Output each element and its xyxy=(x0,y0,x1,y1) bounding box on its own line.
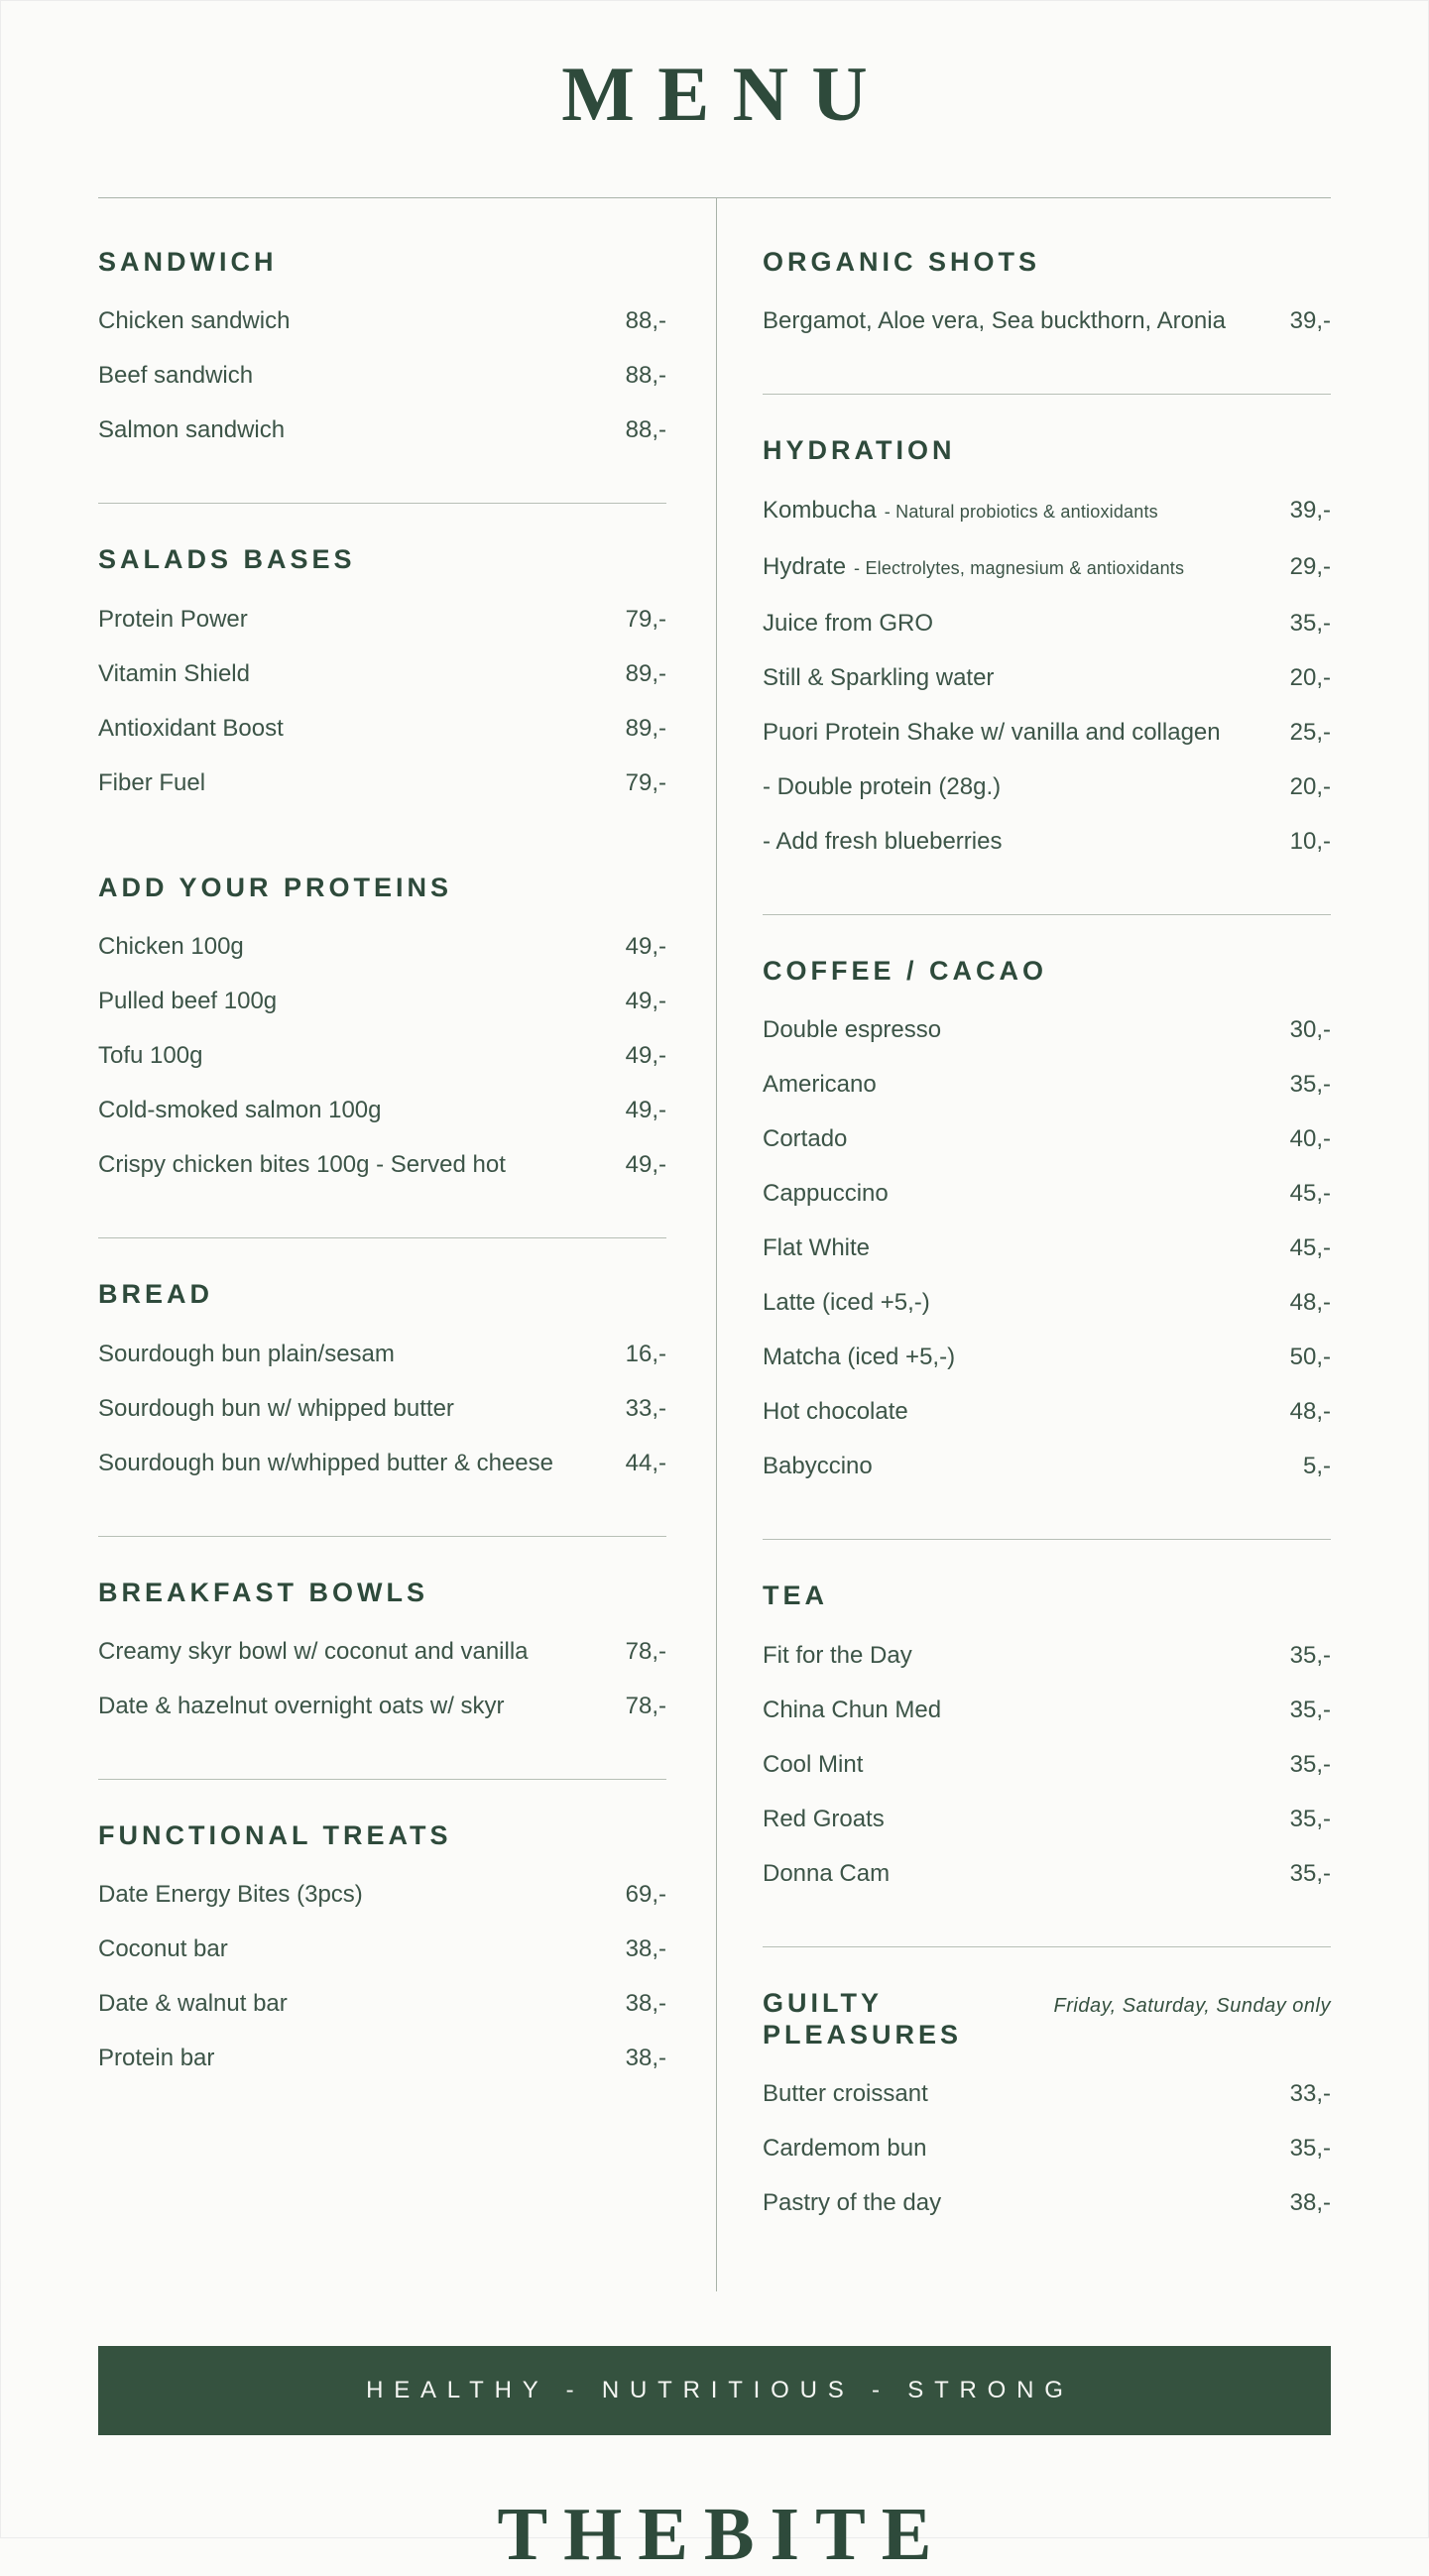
item-name-text: Protein Power xyxy=(98,605,248,633)
item-name-text: Flat White xyxy=(763,1234,871,1262)
item-name xyxy=(98,1395,454,1422)
item-price: 88,- xyxy=(625,307,666,335)
menu-section xyxy=(763,246,1331,395)
item-price: 30,- xyxy=(1289,1016,1331,1044)
menu-section xyxy=(763,955,1331,1540)
item-price: 79,- xyxy=(625,605,666,633)
item-name-text: Date & walnut bar xyxy=(98,1990,288,2018)
item-name-text: Sourdough bun w/whipped butter & cheese xyxy=(98,1449,553,1476)
item-price: 35,- xyxy=(1289,1696,1331,1723)
item-name-text: Cool Mint xyxy=(763,1750,864,1778)
item-name xyxy=(98,1042,202,1069)
item-name-text: Creamy skyr bowl w/ coconut and vanilla xyxy=(98,1637,529,1665)
menu-section xyxy=(763,1580,1331,1946)
menu-item-row xyxy=(98,974,666,1028)
item-name xyxy=(763,1398,908,1425)
item-price: 45,- xyxy=(1289,1180,1331,1208)
item-price: 48,- xyxy=(1289,1289,1331,1317)
item-name xyxy=(763,1071,877,1098)
item-price: 44,- xyxy=(625,1449,666,1476)
item-price: 35,- xyxy=(1289,1071,1331,1099)
menu-item-row xyxy=(763,760,1331,814)
item-name-text: Puori Protein Shake w/ vanilla and collagen xyxy=(763,718,1221,746)
menu-item-row xyxy=(98,1028,666,1083)
section-heading: ADD YOUR PROTEINS xyxy=(98,872,453,902)
section-items xyxy=(98,1624,666,1733)
menu-item-row xyxy=(763,1439,1331,1493)
item-name-text: Sourdough bun w/ whipped butter xyxy=(98,1394,454,1422)
item-name-text: Matcha (iced +5,-) xyxy=(763,1344,956,1371)
item-price: 88,- xyxy=(625,362,666,390)
brand-logo: THEBITE xyxy=(497,2493,948,2576)
menu-item-row xyxy=(98,1137,666,1192)
item-price: 35,- xyxy=(1289,1859,1331,1887)
item-name xyxy=(98,1693,505,1719)
section-heading: COFFEE / CACAO xyxy=(763,955,1048,986)
section-heading-row xyxy=(98,543,666,575)
section-heading-row xyxy=(98,1278,666,1310)
section-items xyxy=(98,293,666,457)
item-name xyxy=(98,1935,228,1962)
menu-item-row xyxy=(763,539,1331,596)
item-price: 49,- xyxy=(625,1097,666,1124)
item-name-text: Beef sandwich xyxy=(98,362,254,390)
item-price: 89,- xyxy=(625,659,666,687)
section-heading: TEA xyxy=(763,1581,828,1611)
item-name xyxy=(763,1344,955,1370)
item-price: 35,- xyxy=(1289,1641,1331,1669)
footer-tagline: HEALTHY - NUTRITIOUS - STRONG xyxy=(366,2377,1074,2404)
menu-item-row xyxy=(98,1976,666,2031)
item-price: 35,- xyxy=(1289,1805,1331,1832)
item-price: 45,- xyxy=(1289,1234,1331,1262)
item-name xyxy=(98,1341,395,1367)
section-heading: HYDRATION xyxy=(763,435,956,466)
item-price: 39,- xyxy=(1289,307,1331,335)
item-price: 38,- xyxy=(625,1990,666,2018)
item-name-text: China Chun Med xyxy=(763,1696,942,1723)
section-divider xyxy=(98,1536,666,1537)
item-name-text: Cappuccino xyxy=(763,1180,889,1208)
item-name-text: - Double protein (28g.) xyxy=(763,772,1002,800)
section-heading-row xyxy=(98,1819,666,1851)
item-name xyxy=(98,715,284,742)
menu-item-row xyxy=(98,756,666,810)
item-name-text: Sourdough bun plain/sesam xyxy=(98,1340,395,1367)
item-price: 49,- xyxy=(625,1151,666,1179)
item-name-text: Pulled beef 100g xyxy=(98,988,278,1015)
item-name xyxy=(763,773,1001,800)
section-items xyxy=(98,919,666,1192)
menu-section xyxy=(763,434,1331,914)
section-divider xyxy=(763,1539,1331,1540)
item-price: 20,- xyxy=(1289,663,1331,691)
item-name-text: Red Groats xyxy=(763,1805,885,1832)
item-name xyxy=(763,1180,889,1207)
item-name xyxy=(98,416,285,443)
section-heading-row xyxy=(763,955,1331,987)
item-price: 38,- xyxy=(625,2045,666,2072)
item-price: 10,- xyxy=(1289,827,1331,855)
menu-item-row xyxy=(763,2066,1331,2121)
section-heading: FUNCTIONAL TREATS xyxy=(98,1819,452,1850)
item-price: 33,- xyxy=(1289,2080,1331,2108)
item-name-text: Coconut bar xyxy=(98,1935,228,1963)
item-price: 35,- xyxy=(1289,2135,1331,2163)
item-name-text: Butter croissant xyxy=(763,2080,928,2108)
section-divider xyxy=(763,1946,1331,1947)
section-items xyxy=(763,1002,1331,1493)
item-price: 35,- xyxy=(1289,609,1331,637)
item-name xyxy=(98,1097,381,1123)
item-name-text: Chicken sandwich xyxy=(98,307,291,335)
item-name xyxy=(763,610,933,637)
item-name xyxy=(763,1642,912,1669)
menu-item-row xyxy=(763,1330,1331,1384)
item-name xyxy=(98,660,250,687)
item-price: 78,- xyxy=(625,1692,666,1719)
item-name xyxy=(763,1125,847,1152)
item-name-text: Protein bar xyxy=(98,2045,215,2072)
menu-item-row xyxy=(98,1083,666,1137)
section-heading-row xyxy=(763,246,1331,278)
section-divider xyxy=(763,394,1331,395)
item-price: 25,- xyxy=(1289,718,1331,746)
item-name xyxy=(98,1151,506,1178)
menu-item-row xyxy=(763,483,1331,539)
menu-item-row xyxy=(763,2175,1331,2230)
item-name-text: Americano xyxy=(763,1071,877,1099)
menu-item-row xyxy=(763,705,1331,760)
item-name xyxy=(98,988,277,1014)
item-name xyxy=(763,1289,930,1316)
item-name-text: Babyccino xyxy=(763,1453,873,1480)
menu-item-row xyxy=(763,1057,1331,1112)
item-price: 88,- xyxy=(625,416,666,444)
menu-section xyxy=(98,1577,666,1780)
menu-item-row xyxy=(763,814,1331,869)
menu-item-row xyxy=(98,1679,666,1733)
menu-item-row xyxy=(98,1624,666,1679)
menu-item-row xyxy=(763,1002,1331,1057)
item-name xyxy=(763,497,1158,526)
item-name-text: Tofu 100g xyxy=(98,1042,203,1070)
item-price: 39,- xyxy=(1289,496,1331,524)
menu-item-row xyxy=(98,919,666,974)
menu-item-row xyxy=(763,1737,1331,1792)
item-name-text: Fiber Fuel xyxy=(98,768,206,796)
menu-item-row xyxy=(98,2031,666,2085)
section-heading-row xyxy=(98,246,666,278)
menu-item-row xyxy=(763,1846,1331,1901)
menu-section xyxy=(98,1278,666,1536)
item-name-text: Pastry of the day xyxy=(763,2189,942,2217)
menu-item-row xyxy=(98,293,666,348)
item-price: 79,- xyxy=(625,768,666,796)
section-items xyxy=(763,2066,1331,2230)
item-name xyxy=(763,828,1002,855)
menu-item-row xyxy=(763,1221,1331,1275)
item-name-text: Still & Sparkling water xyxy=(763,663,995,691)
item-name-text: Salmon sandwich xyxy=(98,416,286,444)
menu-item-row xyxy=(763,2121,1331,2175)
item-name-text: Donna Cam xyxy=(763,1859,891,1887)
menu-item-row xyxy=(763,1166,1331,1221)
item-name xyxy=(763,1697,941,1723)
item-price: 35,- xyxy=(1289,1750,1331,1778)
item-name xyxy=(98,307,290,334)
item-name xyxy=(763,1806,885,1832)
menu-item-row xyxy=(763,1628,1331,1683)
menu-section xyxy=(98,1819,666,2085)
item-price: 49,- xyxy=(625,988,666,1015)
item-name xyxy=(763,2080,928,2107)
item-price: 29,- xyxy=(1289,552,1331,580)
menu-item-row xyxy=(763,1683,1331,1737)
item-price: 50,- xyxy=(1289,1344,1331,1371)
section-items xyxy=(98,1867,666,2085)
section-heading: SALADS BASES xyxy=(98,544,356,575)
menu-item-row xyxy=(763,1384,1331,1439)
item-price: 49,- xyxy=(625,933,666,961)
menu-section xyxy=(98,543,666,809)
left-column xyxy=(98,198,716,2291)
item-name xyxy=(98,362,253,389)
item-name xyxy=(98,1450,553,1476)
item-name xyxy=(98,769,205,796)
item-name xyxy=(763,307,1226,334)
item-name xyxy=(763,1234,870,1261)
item-name xyxy=(98,1638,529,1665)
menu-item-row xyxy=(98,348,666,403)
section-divider xyxy=(98,503,666,504)
item-price: 38,- xyxy=(1289,2189,1331,2217)
item-name xyxy=(98,1990,288,2017)
item-name-text: Chicken 100g xyxy=(98,933,244,961)
menu-item-row xyxy=(763,596,1331,650)
section-heading-row xyxy=(763,434,1331,466)
menu-section xyxy=(763,1987,1331,2231)
item-name-text: - Add fresh blueberries xyxy=(763,827,1003,855)
item-name-text: Latte (iced +5,-) xyxy=(763,1289,930,1317)
menu-item-row xyxy=(98,1922,666,1976)
item-price: 20,- xyxy=(1289,772,1331,800)
item-price: 48,- xyxy=(1289,1398,1331,1426)
right-column xyxy=(717,198,1331,2291)
section-divider xyxy=(98,1779,666,1780)
item-name xyxy=(763,664,994,691)
section-items xyxy=(763,1628,1331,1901)
menu-section xyxy=(98,246,666,504)
section-heading: BREAKFAST BOWLS xyxy=(98,1577,428,1607)
item-name xyxy=(98,1881,363,1908)
menu-item-row xyxy=(98,1867,666,1922)
item-name-text: Juice from GRO xyxy=(763,609,934,637)
item-name xyxy=(763,719,1221,746)
menu-item-row xyxy=(763,1112,1331,1166)
menu-item-row xyxy=(98,646,666,701)
menu-item-row xyxy=(98,1436,666,1490)
item-name-text: Cardemom bun xyxy=(763,2135,927,2163)
menu-item-row xyxy=(763,1792,1331,1846)
menu-item-row xyxy=(98,403,666,457)
item-name xyxy=(763,1751,863,1778)
section-heading: SANDWICH xyxy=(98,247,278,278)
item-name-text: Crispy chicken bites 100g - Served hot xyxy=(98,1151,506,1179)
menu-item-row xyxy=(98,592,666,646)
item-price: 16,- xyxy=(625,1340,666,1367)
section-note: Friday, Saturday, Sunday only xyxy=(1053,1994,1331,2017)
item-desc: - Electrolytes, magnesium & antioxidants xyxy=(854,557,1185,578)
section-items xyxy=(98,592,666,810)
item-name-text: Bergamot, Aloe vera, Sea buckthorn, Aronia xyxy=(763,307,1226,335)
item-name-text: Kombucha xyxy=(763,496,877,524)
item-price: 49,- xyxy=(625,1042,666,1070)
item-price: 5,- xyxy=(1302,1453,1331,1480)
menu-item-row xyxy=(98,1381,666,1436)
item-desc: - Natural probiotics & antioxidants xyxy=(884,501,1158,522)
section-heading-row xyxy=(98,872,666,903)
item-price: 40,- xyxy=(1289,1125,1331,1153)
item-name-text: Vitamin Shield xyxy=(98,659,250,687)
menu-item-row xyxy=(763,650,1331,705)
item-name xyxy=(763,2189,941,2216)
menu-columns xyxy=(98,198,1331,2346)
section-divider xyxy=(98,1237,666,1238)
section-heading-row xyxy=(98,1577,666,1608)
item-name-text: Cold-smoked salmon 100g xyxy=(98,1097,382,1124)
item-name xyxy=(763,1016,941,1043)
item-name-text: Fit for the Day xyxy=(763,1641,912,1669)
menu-section xyxy=(98,872,666,1238)
item-name-text: Hydrate xyxy=(763,552,847,580)
section-items xyxy=(763,483,1331,869)
item-price: 89,- xyxy=(625,714,666,742)
item-name-text: Double espresso xyxy=(763,1016,942,1044)
footer-banner xyxy=(98,2346,1331,2435)
item-name xyxy=(98,2045,214,2071)
page-title: MENU xyxy=(561,51,892,137)
menu-item-row xyxy=(98,701,666,756)
section-divider xyxy=(763,914,1331,915)
section-heading: ORGANIC SHOTS xyxy=(763,247,1041,278)
item-name-text: Date Energy Bites (3pcs) xyxy=(98,1881,363,1909)
menu-item-row xyxy=(98,1327,666,1381)
item-name xyxy=(763,1453,873,1479)
item-name-text: Antioxidant Boost xyxy=(98,714,284,742)
item-name xyxy=(763,2135,926,2162)
item-price: 69,- xyxy=(625,1881,666,1909)
item-price: 78,- xyxy=(625,1637,666,1665)
section-heading: GUILTY PLEASURES xyxy=(763,1987,963,2049)
item-name xyxy=(98,606,248,633)
item-name-text: Date & hazelnut overnight oats w/ skyr xyxy=(98,1692,505,1719)
menu-item-row xyxy=(763,293,1331,348)
menu-item-row xyxy=(763,1275,1331,1330)
item-price: 38,- xyxy=(625,1935,666,1963)
section-items xyxy=(98,1327,666,1490)
section-heading-row xyxy=(763,1580,1331,1611)
section-heading-row xyxy=(763,1987,1331,2051)
section-items xyxy=(763,293,1331,348)
item-name xyxy=(763,553,1184,582)
item-name-text: Cortado xyxy=(763,1125,848,1153)
section-heading: BREAD xyxy=(98,1279,214,1310)
item-name-text: Hot chocolate xyxy=(763,1398,908,1426)
item-name xyxy=(763,1860,890,1887)
item-name xyxy=(98,933,244,960)
item-price: 33,- xyxy=(625,1394,666,1422)
